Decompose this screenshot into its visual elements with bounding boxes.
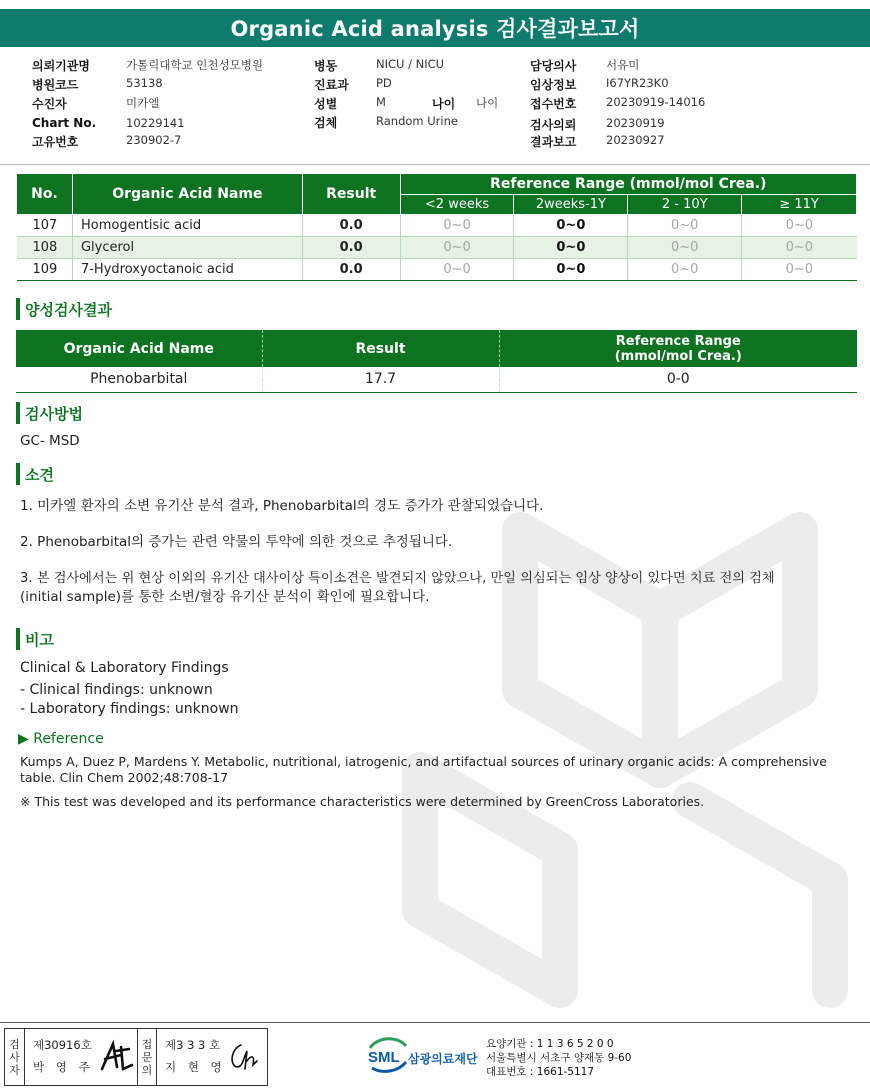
info-age: 나이 — [432, 97, 456, 111]
info-doctor: 담당의사 — [530, 59, 577, 73]
info-ward: 병동 — [314, 59, 338, 73]
info-institution-value: 가톨릭대학교 인천성모병원 — [126, 58, 263, 72]
info-unique-no: 고유번호 — [32, 135, 79, 149]
org-code: 요양기관 : 1 1 3 6 5 2 0 0 — [486, 1038, 614, 1050]
row-ref: 0~0 — [400, 215, 514, 237]
finding-3: 3. 본 검사에서는 위 현상 이외의 유기산 대사이상 특이소견은 발견되지 않았으나, 만일 의심되는 임상 양상이 있다면 치료 전의 검체 — [20, 571, 775, 586]
method-text: GC- MSD — [20, 433, 80, 449]
row-no: 107 — [17, 215, 73, 237]
section-findings: 소견 — [16, 463, 54, 485]
info-unique-no-value: 230902-7 — [126, 133, 182, 147]
table-row — [17, 237, 857, 259]
info-specimen-value: Random Urine — [376, 114, 458, 128]
header-no: No. — [17, 174, 73, 215]
section-remarks: 비고 — [16, 628, 54, 650]
row-no: 108 — [17, 237, 73, 259]
row-name: Glycerol — [72, 237, 302, 259]
info-clinical-value: I67YR23K0 — [606, 76, 669, 90]
header-range: 2 - 10Y — [628, 195, 742, 215]
row-name: 7-Hydroxyoctanoic acid — [72, 259, 302, 281]
table-row — [17, 215, 857, 237]
row-ref: 0~0 — [514, 215, 628, 237]
header-range: 2weeks-1Y — [514, 195, 628, 215]
org-address: 서울특별시 서초구 양재동 9-60 — [486, 1052, 632, 1064]
section-marker — [16, 402, 20, 424]
header-range: <2 weeks — [400, 195, 514, 215]
info-clinical: 임상정보 — [530, 78, 577, 92]
info-chart-no-value: 10229141 — [126, 116, 185, 130]
finding-3-cont: (initial sample)를 통한 소변/혈장 유기산 분석이 확인에 필요합니다. — [20, 589, 430, 605]
signature-box — [4, 1028, 268, 1086]
row-ref: 0~0 — [742, 237, 857, 259]
finding-1: 1. 미카엘 환자의 소변 유기산 분석 결과, Phenobarbital의 경도 증가가 관찰되었습니다. — [20, 498, 544, 514]
tester-label: 검 사 자 — [5, 1029, 25, 1085]
info-age-value: 나이 — [476, 96, 499, 110]
patient-info — [0, 55, 870, 165]
tester-signature — [99, 1039, 135, 1073]
row-ref: 0-0 — [499, 367, 857, 392]
remarks-line: - Clinical findings: unknown — [20, 682, 213, 698]
row-ref: 0~0 — [400, 237, 514, 259]
row-ref: 0~0 — [742, 259, 857, 281]
tester-license: 제30916호 — [33, 1038, 92, 1052]
positive-table — [16, 330, 857, 393]
info-department-value: PD — [376, 76, 392, 90]
org-info — [486, 1037, 631, 1079]
info-request-date-value: 20230919 — [606, 116, 665, 130]
info-receipt-no: 접수번호 — [530, 97, 577, 111]
results-table — [16, 173, 857, 281]
remarks-line: Clinical & Laboratory Findings — [20, 660, 229, 676]
section-marker — [16, 463, 20, 485]
divider — [0, 164, 870, 165]
info-ward-value: NICU / NICU — [376, 57, 445, 71]
row-ref: 0~0 — [400, 259, 514, 281]
lab-note: ※ This test was developed and its performance characteristics were determined by GreenCross Laboratories. — [20, 794, 705, 809]
info-hospital-code: 병원코드 — [32, 78, 79, 92]
row-name: Phenobarbital — [16, 367, 262, 392]
section-marker — [16, 628, 20, 650]
row-ref: 0~0 — [514, 259, 628, 281]
info-doctor-value: 서유미 — [606, 58, 640, 72]
info-receipt-no-value: 20230919-14016 — [606, 95, 706, 109]
row-no: 109 — [17, 259, 73, 281]
header-name: Organic Acid Name — [16, 330, 262, 367]
checker-signature — [227, 1039, 263, 1073]
info-patient: 수진자 — [32, 97, 67, 111]
row-result: 0.0 — [302, 215, 400, 237]
row-ref: 0~0 — [628, 237, 742, 259]
remarks-line: - Laboratory findings: unknown — [20, 701, 239, 717]
info-sex: 성별 — [314, 97, 338, 111]
header-result: Result — [302, 174, 400, 215]
org-name: 삼광의료재단 — [408, 1052, 478, 1066]
header-range: ≥ 11Y — [742, 195, 857, 215]
info-report-date: 결과보고 — [530, 135, 577, 149]
checker-label: 접 문 의 — [137, 1029, 157, 1085]
footer-divider — [0, 1022, 870, 1023]
table-row — [16, 367, 857, 392]
row-name: Homogentisic acid — [72, 215, 302, 237]
row-ref: 0~0 — [742, 215, 857, 237]
row-ref: 0~0 — [628, 215, 742, 237]
header-reference: Reference Range (mmol/mol Crea.) — [499, 330, 857, 367]
info-sex-value: M — [376, 95, 386, 109]
section-method: 검사방법 — [16, 402, 83, 424]
org-phone: 대표번호 : 1661-5117 — [486, 1066, 595, 1078]
row-result: 17.7 — [262, 367, 499, 392]
info-request-date: 검사의뢰 — [530, 118, 577, 132]
info-department: 진료과 — [314, 78, 349, 92]
reference-citation: Kumps A, Duez P, Mardens Y. Metabolic, nutritional, iatrogenic, and artifactual sources of urinary organic acids: A comprehensive table. Clin Chem 2002;48:708-17 — [20, 754, 827, 785]
info-report-date-value: 20230927 — [606, 133, 665, 147]
report-title: Organic Acid analysis 검사결과보고서 — [0, 9, 870, 47]
header-name: Organic Acid Name — [72, 174, 302, 215]
checker-license: 제3 3 3 호 — [165, 1038, 221, 1052]
info-specimen: 검체 — [314, 116, 338, 130]
info-chart-no: Chart No. — [32, 116, 97, 130]
info-patient-value: 미카엘 — [126, 96, 160, 110]
info-institution: 의뢰기관명 — [32, 59, 90, 73]
row-ref: 0~0 — [628, 259, 742, 281]
table-row — [17, 259, 857, 281]
finding-2: 2. Phenobarbital의 증가는 관련 약물의 투약에 의한 것으로 추정됩니다. — [20, 534, 453, 550]
tester-name: 박 영 주 — [33, 1060, 94, 1074]
section-positive: 양성검사결과 — [16, 298, 112, 320]
reference-title: ▶ Reference — [18, 731, 104, 747]
header-result: Result — [262, 330, 499, 367]
row-result: 0.0 — [302, 237, 400, 259]
checker-name: 지 현 영 — [165, 1060, 226, 1074]
logo-text: SML — [368, 1049, 400, 1066]
watermark-logo — [360, 470, 870, 1030]
header-reference: Reference Range (mmol/mol Crea.) — [400, 174, 856, 195]
row-result: 0.0 — [302, 259, 400, 281]
info-hospital-code-value: 53138 — [126, 76, 163, 90]
row-ref: 0~0 — [514, 237, 628, 259]
section-marker — [16, 298, 20, 320]
